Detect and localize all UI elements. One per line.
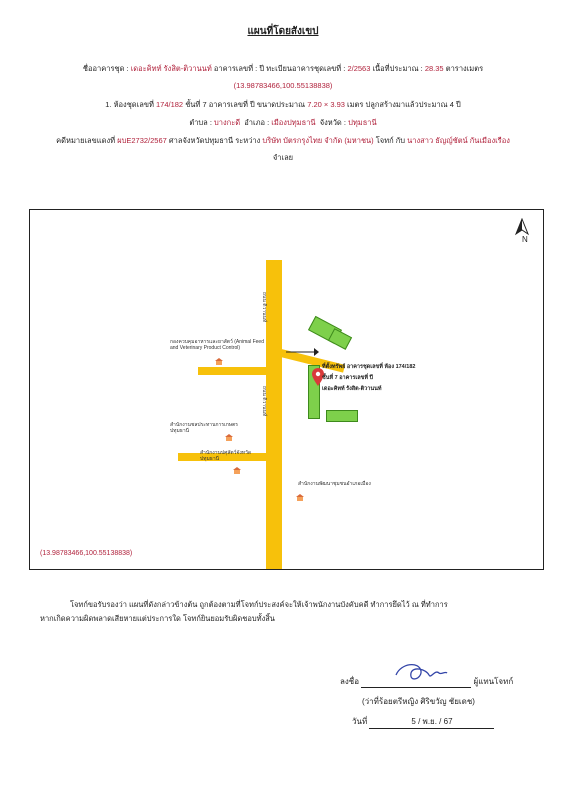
government-building-icon — [225, 434, 233, 441]
between-text: ระหว่าง — [235, 136, 261, 145]
sign-role: ผู้แทนโจทก์ — [473, 677, 514, 686]
defendant-name: นางสาว ธัญญ์ชัตน์ กันเมืองเรือง — [407, 136, 510, 145]
document-title: แผนที่โดยสังเขป — [247, 26, 319, 37]
unit-prefix: 1. ห้องชุดเลขที่ — [105, 100, 154, 109]
certification-paragraph — [40, 598, 540, 626]
poi-animal-feed: กองควบคุมอาหารและยาสัตว์ (Animal Feed and Veterinary Product Control) — [170, 339, 264, 351]
defendant-label: จำเลย — [272, 153, 294, 162]
unit-size: 7.20 × 3.93 — [307, 100, 345, 109]
unit-suffix: เมตร ปลูกสร้างมาแล้วประมาณ 4 ปี — [347, 100, 461, 109]
main-road-vertical — [266, 260, 282, 570]
case-no: ผบE2732/2567 — [117, 136, 167, 145]
amphoe-label: อำเภอ : — [244, 118, 270, 127]
building-name: เดอะคิทท์ รังสิต-ติวานนท์ — [130, 64, 212, 73]
unit-no: 174/182 — [155, 100, 184, 109]
building-no-label: อาคารเลขที่ : ปี ทะเบียนอาคารชุดเลขที่ : — [213, 64, 346, 73]
road-label-lower: ถนน ติวานนท์ — [261, 386, 267, 417]
plaintiff-name: บริษัท บัตรกรุงไทย จำกัด (มหาชน) — [262, 136, 374, 145]
date-label: วันที่ — [352, 717, 368, 726]
date-row — [352, 715, 494, 729]
side-road-upper — [198, 367, 268, 375]
property-label-line1: ที่ตั้งทรัพย์ อาคารชุดเลขที่ ห้อง 174/182 — [322, 364, 416, 370]
amphoe-value: เมืองปทุมธานี — [271, 118, 316, 127]
poi-community-development: สำนักงานพัฒนาชุมชนอำเภอเมือง — [298, 481, 371, 487]
signature-line — [361, 675, 471, 688]
case-label: คดีหมายเลขแดงที่ — [56, 136, 116, 145]
north-label: N — [522, 235, 528, 244]
paragraph-line-2: หากเกิดความผิดพลาดเสียหายแต่ประการใด โจทก์ยินยอมรับผิดชอบทั้งสิ้น — [40, 614, 275, 623]
court-text: ศาลจังหวัดปทุมธานี — [168, 136, 234, 145]
changwat-label: จังหวัด : — [319, 118, 346, 127]
paragraph-line-1: โจทก์ขอรับรองว่า แผนที่ดังกล่าวข้างต้น ถูกต้องตามที่โจทก์ประสงค์จะให้เจ้าพนักงานบังคับคดี ทำการยึดไว้ ณ ที่ทำการ — [70, 600, 448, 609]
signer-name: (ว่าที่ร้อยตรีหญิง ศิริขวัญ ชัยเดช) — [362, 697, 475, 706]
plaintiff-label: โจทก์ กับ — [375, 136, 406, 145]
registry-no: 2/2563 — [347, 64, 371, 73]
direction-arrow-icon — [284, 346, 320, 358]
building-block-2 — [328, 328, 352, 350]
government-building-icon — [215, 358, 223, 365]
tambon-value: บางกะดี — [214, 118, 241, 127]
signature-row — [340, 675, 513, 688]
property-label — [322, 362, 415, 395]
government-building-icon — [233, 467, 241, 474]
unit-info-line — [0, 99, 566, 111]
location-line — [0, 117, 566, 129]
coordinates-top: (13.98783466,100.55138838) — [233, 81, 333, 90]
building-label: ชื่ออาคารชุด : — [82, 64, 129, 73]
building-info-line — [0, 63, 566, 75]
handwritten-signature — [391, 661, 451, 685]
location-map — [29, 209, 544, 570]
road-label-upper: ถนน ติวานนท์ — [261, 292, 267, 323]
property-label-line2: ชั้นที่ 7 อาคารเลขที่ ปี — [322, 375, 374, 381]
case-line — [0, 135, 566, 147]
sign-label: ลงชื่อ — [340, 677, 360, 686]
poi-irrigation-office: สำนักงานชลประทานการเกษตรปทุมธานี — [170, 422, 238, 434]
poi-livestock-office: สำนักงานปศุสัตว์จังหวัดปทุมธานี — [200, 450, 252, 462]
area-value: 28.35 — [424, 64, 444, 73]
area-unit: ตารางเมตร — [445, 64, 484, 73]
floor-text: ชั้นที่ 7 อาคารเลขที่ ปี ขนาดประมาณ — [185, 100, 306, 109]
date-value: 5 / พ.ย. / 67 — [369, 715, 494, 729]
tambon-label: ตำบล : — [189, 118, 212, 127]
property-label-line3: เดอะคิทท์ รังสิต-ติวานนท์ — [322, 386, 382, 392]
map-coordinates: (13.98783466,100.55138838) — [40, 550, 133, 557]
changwat-value: ปทุมธานี — [348, 118, 377, 127]
government-building-icon — [296, 494, 304, 501]
area-label: เนื้อที่ประมาณ : — [372, 64, 423, 73]
building-block-4 — [326, 410, 358, 422]
